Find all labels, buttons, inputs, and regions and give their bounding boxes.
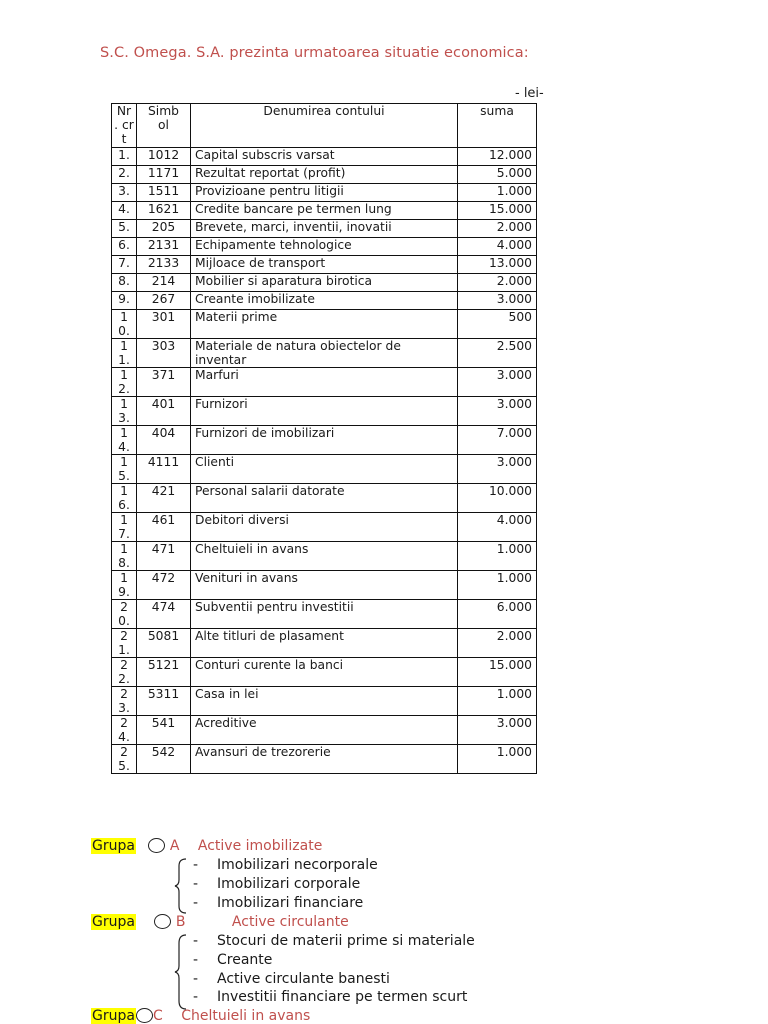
table-row xyxy=(112,658,537,687)
cell-denumire: Creante imobilizate xyxy=(191,292,458,310)
cell-denumire: Mobilier si aparatura birotica xyxy=(191,274,458,292)
group-b-label: Grupa xyxy=(92,914,135,930)
cell-suma: 1.000 xyxy=(458,184,537,202)
table-row xyxy=(112,238,537,256)
table-row xyxy=(112,542,537,571)
cell-simbol: 472 xyxy=(137,571,191,600)
cell-denumire: Furnizori xyxy=(191,397,458,426)
table-row xyxy=(112,310,537,339)
table-row xyxy=(112,716,537,745)
cell-nr: 14. xyxy=(112,426,137,455)
cell-simbol: 371 xyxy=(137,368,191,397)
cell-suma: 2.000 xyxy=(458,220,537,238)
table-row xyxy=(112,513,537,542)
cell-simbol: 1012 xyxy=(137,148,191,166)
cell-simbol: 421 xyxy=(137,484,191,513)
cell-suma: 1.000 xyxy=(458,687,537,716)
cell-simbol: 541 xyxy=(137,716,191,745)
brace-icon xyxy=(174,858,188,914)
cell-nr: 10. xyxy=(112,310,137,339)
cell-denumire: Acreditive xyxy=(191,716,458,745)
cell-suma: 6.000 xyxy=(458,600,537,629)
document-title: S.C. Omega. S.A. prezinta urmatoarea situatie economica: xyxy=(100,45,529,61)
cell-suma: 15.000 xyxy=(458,658,537,687)
cell-simbol: 267 xyxy=(137,292,191,310)
cell-suma: 3.000 xyxy=(458,368,537,397)
table-row xyxy=(112,571,537,600)
cell-nr: 2. xyxy=(112,166,137,184)
cell-denumire: Mijloace de transport xyxy=(191,256,458,274)
group-a-label: Grupa xyxy=(92,838,135,854)
cell-denumire: Provizioane pentru litigii xyxy=(191,184,458,202)
accounts-table xyxy=(111,103,537,774)
cell-suma: 2.500 xyxy=(458,339,537,368)
cell-nr: 13. xyxy=(112,397,137,426)
circle-icon xyxy=(148,838,165,853)
cell-suma: 3.000 xyxy=(458,292,537,310)
cell-suma: 1.000 xyxy=(458,571,537,600)
cell-nr: 22. xyxy=(112,658,137,687)
table-row xyxy=(112,256,537,274)
cell-nr: 9. xyxy=(112,292,137,310)
cell-nr: 8. xyxy=(112,274,137,292)
group-b-letter: B xyxy=(175,914,186,930)
cell-denumire: Brevete, marci, inventii, inovatii xyxy=(191,220,458,238)
cell-nr: 7. xyxy=(112,256,137,274)
cell-suma: 3.000 xyxy=(458,455,537,484)
cell-nr: 23. xyxy=(112,687,137,716)
cell-suma: 500 xyxy=(458,310,537,339)
group-a-heading xyxy=(91,838,322,854)
group-c-letter: C xyxy=(152,1008,163,1024)
cell-simbol: 5311 xyxy=(137,687,191,716)
cell-suma: 12.000 xyxy=(458,148,537,166)
cell-denumire: Cheltuieli in avans xyxy=(191,542,458,571)
cell-denumire: Furnizori de imobilizari xyxy=(191,426,458,455)
cell-simbol: 401 xyxy=(137,397,191,426)
header-denumire: Denumirea contului xyxy=(191,104,458,148)
header-simbol: Simb ol xyxy=(137,104,191,148)
cell-simbol: 1621 xyxy=(137,202,191,220)
cell-denumire: Materiale de natura obiectelor de inventar xyxy=(191,339,458,368)
cell-suma: 2.000 xyxy=(458,274,537,292)
cell-simbol: 2133 xyxy=(137,256,191,274)
cell-suma: 5.000 xyxy=(458,166,537,184)
cell-denumire: Materii prime xyxy=(191,310,458,339)
cell-simbol: 471 xyxy=(137,542,191,571)
cell-nr: 4. xyxy=(112,202,137,220)
list-item: - Imobilizari necorporale xyxy=(193,857,378,873)
cell-denumire: Personal salarii datorate xyxy=(191,484,458,513)
cell-denumire: Capital subscris varsat xyxy=(191,148,458,166)
cell-simbol: 404 xyxy=(137,426,191,455)
cell-denumire: Debitori diversi xyxy=(191,513,458,542)
cell-nr: 25. xyxy=(112,745,137,774)
table-row xyxy=(112,629,537,658)
list-item: - Imobilizari financiare xyxy=(193,894,364,911)
cell-simbol: 1511 xyxy=(137,184,191,202)
cell-simbol: 542 xyxy=(137,745,191,774)
cell-nr: 5. xyxy=(112,220,137,238)
group-c-title: Cheltuieli in avans xyxy=(181,1008,311,1024)
cell-simbol: 5081 xyxy=(137,629,191,658)
cell-suma: 1.000 xyxy=(458,542,537,571)
group-b-list xyxy=(193,932,475,1007)
cell-simbol: 4111 xyxy=(137,455,191,484)
list-item: - Active circulante banesti xyxy=(193,970,390,987)
cell-nr: 1. xyxy=(112,148,137,166)
cell-nr: 11. xyxy=(112,339,137,368)
list-item: - Imobilizari corporale xyxy=(193,875,361,892)
cell-suma: 3.000 xyxy=(458,397,537,426)
cell-denumire: Alte titluri de plasament xyxy=(191,629,458,658)
cell-suma: 10.000 xyxy=(458,484,537,513)
table-row xyxy=(112,455,537,484)
cell-simbol: 461 xyxy=(137,513,191,542)
cell-nr: 18. xyxy=(112,542,137,571)
table-row xyxy=(112,368,537,397)
group-c-label: Grupa xyxy=(92,1008,135,1024)
table-row xyxy=(112,397,537,426)
cell-denumire: Rezultat reportat (profit) xyxy=(191,166,458,184)
cell-suma: 13.000 xyxy=(458,256,537,274)
group-a-title: Active imobilizate xyxy=(197,838,323,854)
cell-denumire: Conturi curente la banci xyxy=(191,658,458,687)
cell-simbol: 2131 xyxy=(137,238,191,256)
cell-nr: 24. xyxy=(112,716,137,745)
cell-denumire: Marfuri xyxy=(191,368,458,397)
cell-suma: 3.000 xyxy=(458,716,537,745)
group-b-title: Active circulante xyxy=(231,914,349,930)
table-row xyxy=(112,166,537,184)
cell-suma: 4.000 xyxy=(458,513,537,542)
list-item: - Investitii financiare pe termen scurt xyxy=(193,989,468,1006)
cell-denumire: Venituri in avans xyxy=(191,571,458,600)
cell-denumire: Avansuri de trezorerie xyxy=(191,745,458,774)
cell-simbol: 205 xyxy=(137,220,191,238)
table-row xyxy=(112,339,537,368)
cell-nr: 20. xyxy=(112,600,137,629)
table-row xyxy=(112,184,537,202)
group-a-list xyxy=(193,856,378,912)
table-row xyxy=(112,600,537,629)
group-b-heading xyxy=(91,914,349,930)
header-suma: suma xyxy=(458,104,537,148)
table-header-row xyxy=(112,104,537,148)
table-row xyxy=(112,292,537,310)
circle-icon xyxy=(154,914,171,929)
cell-nr: 17. xyxy=(112,513,137,542)
cell-simbol: 1171 xyxy=(137,166,191,184)
table-row xyxy=(112,274,537,292)
table-row xyxy=(112,426,537,455)
table-row xyxy=(112,220,537,238)
header-nr-crt: Nr . crt xyxy=(112,104,137,148)
cell-suma: 7.000 xyxy=(458,426,537,455)
table-row xyxy=(112,484,537,513)
list-item: - Creante xyxy=(193,951,273,968)
currency-unit: - lei- xyxy=(515,86,544,101)
table-row xyxy=(112,148,537,166)
cell-simbol: 214 xyxy=(137,274,191,292)
group-a-letter: A xyxy=(169,838,180,854)
cell-nr: 6. xyxy=(112,238,137,256)
cell-suma: 1.000 xyxy=(458,745,537,774)
cell-simbol: 5121 xyxy=(137,658,191,687)
table-row xyxy=(112,202,537,220)
cell-denumire: Clienti xyxy=(191,455,458,484)
brace-icon xyxy=(174,934,188,1010)
cell-nr: 21. xyxy=(112,629,137,658)
cell-simbol: 301 xyxy=(137,310,191,339)
list-item: - Stocuri de materii prime si materiale xyxy=(193,933,475,949)
cell-suma: 4.000 xyxy=(458,238,537,256)
cell-suma: 2.000 xyxy=(458,629,537,658)
cell-denumire: Credite bancare pe termen lung xyxy=(191,202,458,220)
cell-nr: 19. xyxy=(112,571,137,600)
table-row xyxy=(112,745,537,774)
cell-nr: 12. xyxy=(112,368,137,397)
cell-nr: 3. xyxy=(112,184,137,202)
cell-denumire: Casa in lei xyxy=(191,687,458,716)
cell-denumire: Echipamente tehnologice xyxy=(191,238,458,256)
table-row xyxy=(112,687,537,716)
cell-denumire: Subventii pentru investitii xyxy=(191,600,458,629)
cell-nr: 15. xyxy=(112,455,137,484)
group-c-heading xyxy=(91,1008,310,1024)
cell-simbol: 474 xyxy=(137,600,191,629)
cell-suma: 15.000 xyxy=(458,202,537,220)
cell-simbol: 303 xyxy=(137,339,191,368)
circle-icon xyxy=(136,1008,153,1023)
cell-nr: 16. xyxy=(112,484,137,513)
